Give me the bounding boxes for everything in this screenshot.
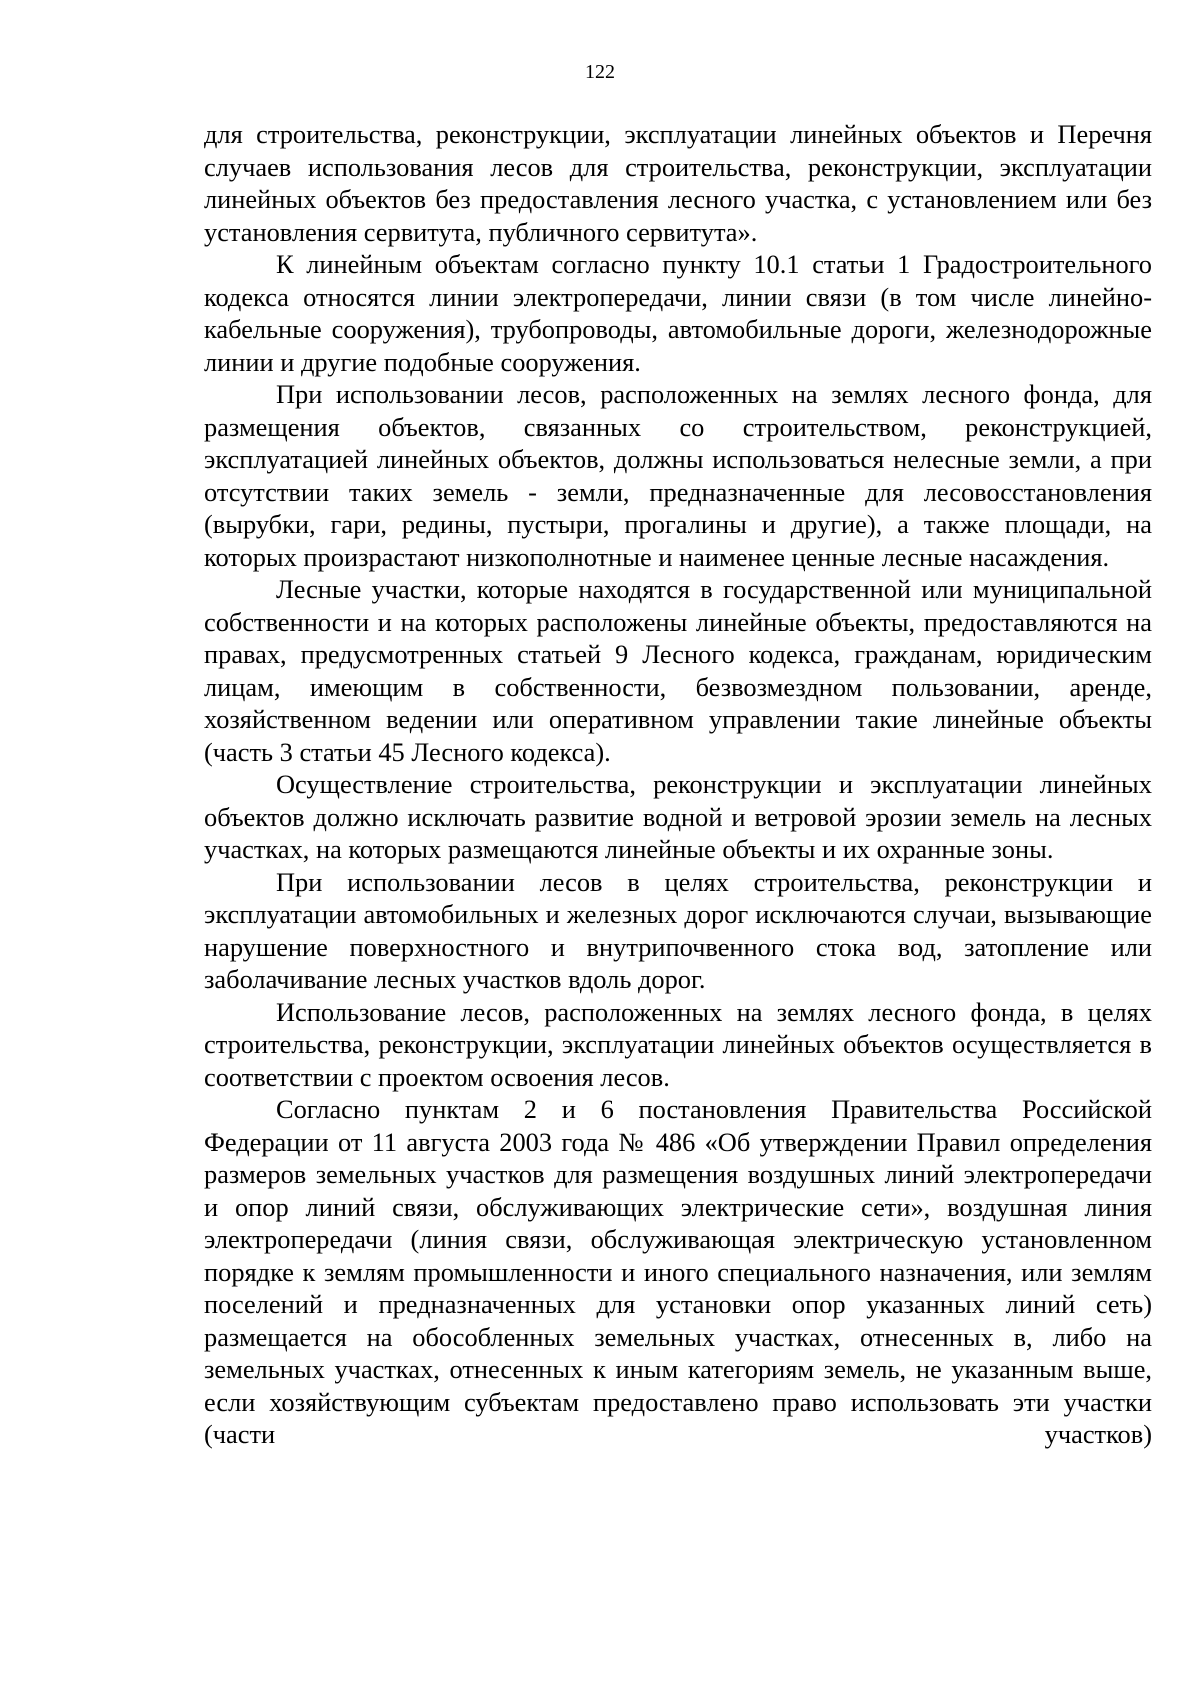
page-number: 122 <box>585 61 615 83</box>
paragraph-5: Осуществление строительства, реконструкции и эксплуатации линейных объектов должно исключать развитие водной и ветровой эрозии земель на лесных участках, на которых размещаются линейные объекты и их охранные зоны. <box>204 769 1152 864</box>
paragraph-3: При использовании лесов, расположенных на землях лесного фонда, для размещения объектов, связанных со строительством, реконструкцией, эксплуатацией линейных объектов, должны использоваться нелесные земли, а при отсутствии таких земель - земли, предназначенные для лесовосстановления (вырубки, гари, редины, пустыри, прогалины и другие), а также площади, на которых произрастают низкополнотные и наименее ценные лесные насаждения. <box>204 379 1152 572</box>
document-body <box>204 118 1152 1451</box>
paragraph-8: Согласно пунктам 2 и 6 постановления Правительства Российской Федерации от 11 августа 2003 года № 486 «Об утверждении Правил определения размеров земельных участков для размещения воздушных линий электропередачи и опор линий связи, обслуживающих электрические сети», воздушная линия электропередачи (линия связи, обслуживающая электрическую установленном порядке к землям промышленности и иного специального назначения, или землям поселений и предназначенных для установки опор указанных линий сеть) размещается на обособленных земельных участках, отнесенных в, либо на земельных участках, отнесенных к иным категориям земель, не указанным выше, если хозяйствующим субъектам предоставлено право использовать эти участки (части участков) <box>204 1094 1152 1449</box>
paragraph-7: Использование лесов, расположенных на землях лесного фонда, в целях строительства, реконструкции, эксплуатации линейных объектов осуществляется в соответствии с проектом освоения лесов. <box>204 996 1152 1092</box>
paragraph-6: При использовании лесов в целях строительства, реконструкции и эксплуатации автомобильных и железных дорог исключаются случаи, вызывающие нарушение поверхностного и внутрипочвенного стока вод, затопление или заболачивание лесных участков вдоль дорог. <box>204 866 1152 994</box>
paragraph-1: для строительства, реконструкции, эксплуатации линейных объектов и Перечня случаев использования лесов для строительства, реконструкции, эксплуатации линейных объектов без предоставления лесного участка, с установлением или без установления сервитута, публичного сервитута». <box>204 119 1152 247</box>
paragraph-4: Лесные участки, которые находятся в государственной или муниципальной собственности и на которых расположены линейные объекты, предоставляются на правах, предусмотренных статьей 9 Лесного кодекса, гражданам, юридическим лицам, имеющим в собственности, безвозмездном пользовании, аренде, хозяйственном ведении или оперативном управлении такие линейные объекты (часть 3 статьи 45 Лесного кодекса). <box>204 574 1152 767</box>
paragraph-2: К линейным объектам согласно пункту 10.1 статьи 1 Градостроительного кодекса относятся линии электропередачи, линии связи (в том числе линейно-кабельные сооружения), трубопроводы, автомобильные дороги, железнодорожные линии и другие подобные сооружения. <box>204 249 1152 377</box>
